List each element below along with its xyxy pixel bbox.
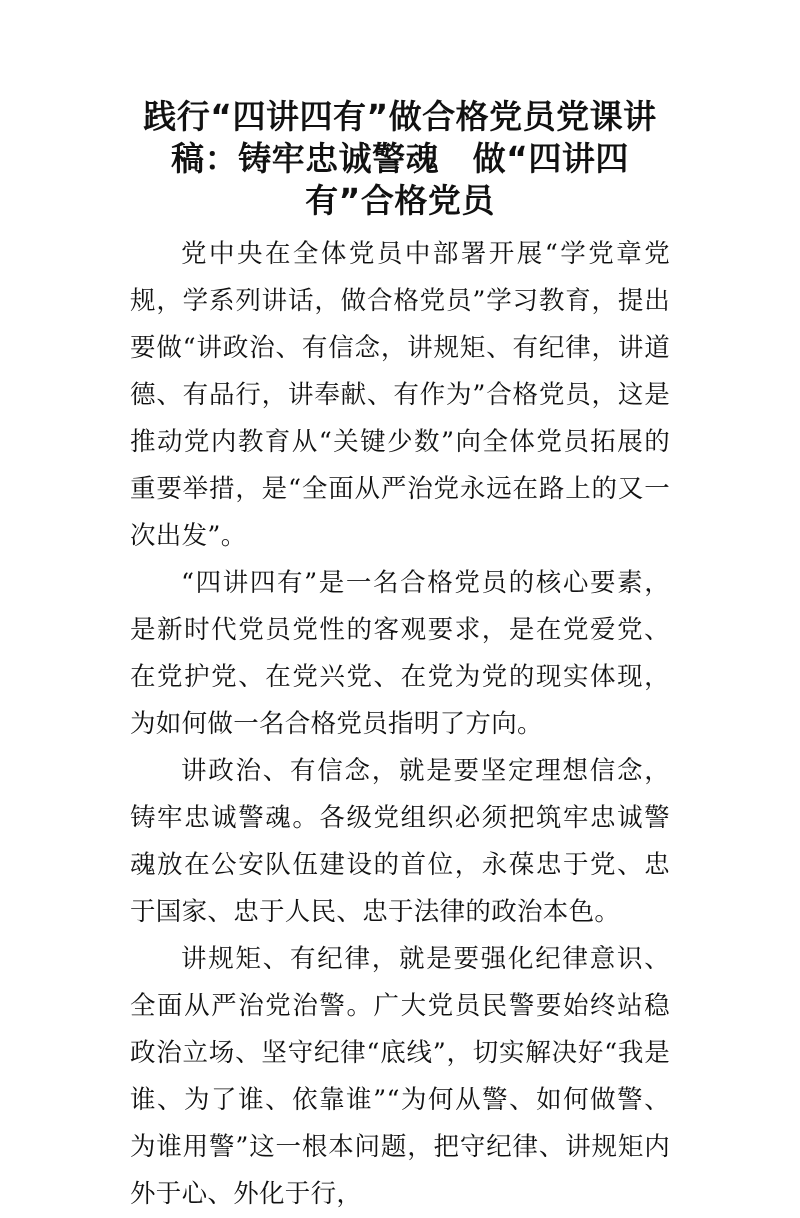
document-title: 践行“四讲四有”做合格党员党课讲稿：铸牢忠诚警魂 做“四讲四有”合格党员	[143, 97, 657, 220]
document-body	[130, 231, 670, 1218]
paragraph-1: 党中央在全体党员中部署开展“学党章党规，学系列讲话，做合格党员”学习教育，提出要做“讲政治、有信念，讲规矩、有纪律，讲道德、有品行，讲奉献、有作为”合格党员，这是推动党内教育从“关键少数”向全体党员拓展的重要举措，是“全面从严治党永远在路上的又一次出发”。	[130, 239, 670, 551]
paragraph-4: 讲规矩、有纪律，就是要强化纪律意识、全面从严治党治警。广大党员民警要始终站稳政治立场、坚守纪律“底线”，切实解决好“我是谁、为了谁、依靠谁”“为何从警、如何做警、为谁用警”这一根本问题，把守纪律、讲规矩内外于心、外化于行，	[130, 944, 670, 1209]
paragraph-3: 讲政治、有信念，就是要坚定理想信念，铸牢忠诚警魂。各级党组织必须把筑牢忠诚警魂放在公安队伍建设的首位，永葆忠于党、忠于国家、忠于人民、忠于法律的政治本色。	[130, 756, 670, 927]
paragraph-2: “四讲四有”是一名合格党员的核心要素，是新时代党员党性的客观要求，是在党爱党、在党护党、在党兴党、在党为党的现实体现，为如何做一名合格党员指明了方向。	[130, 568, 670, 739]
